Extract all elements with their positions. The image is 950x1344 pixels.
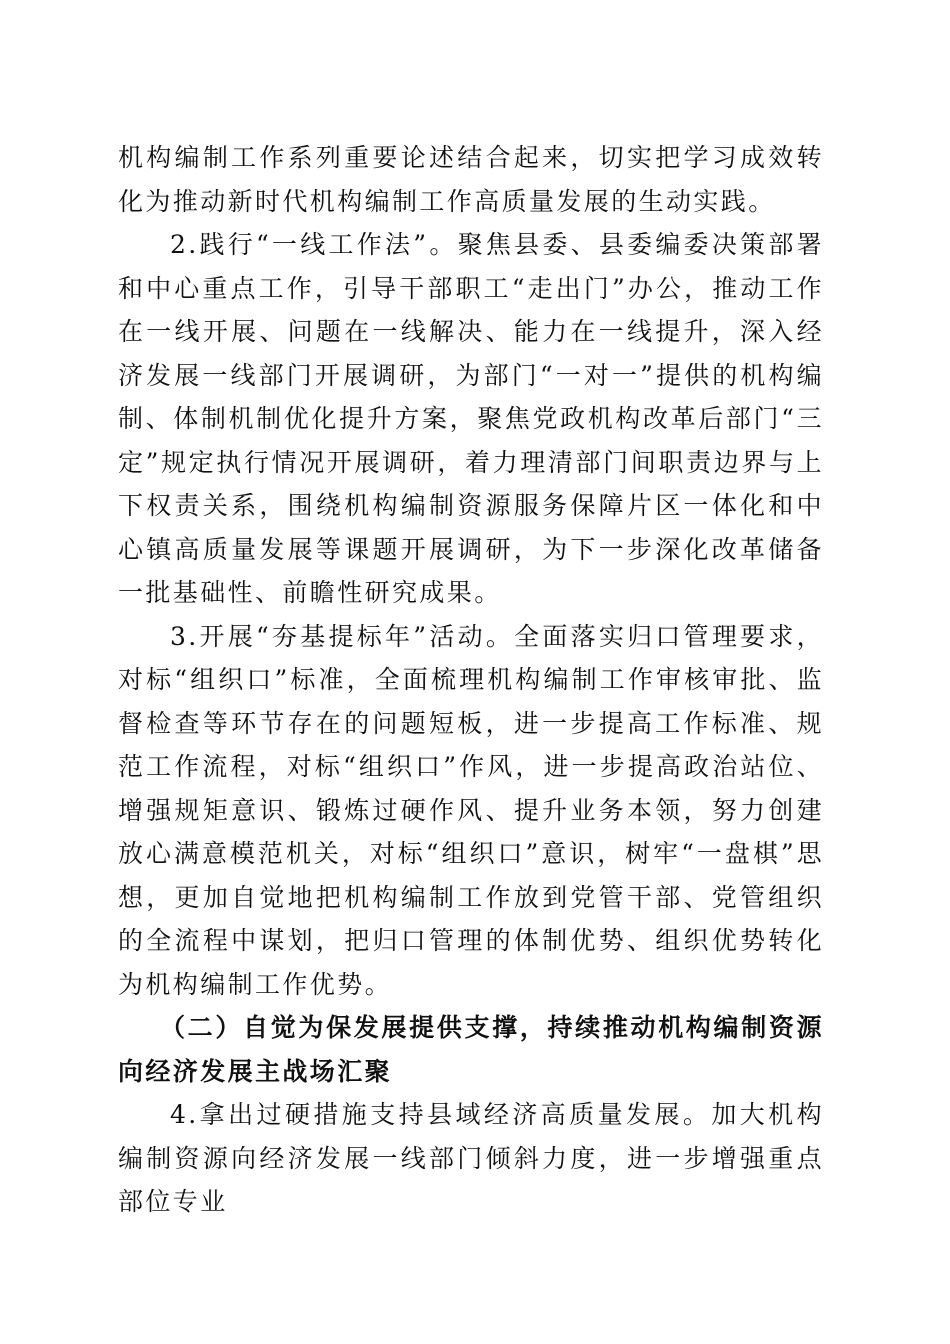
paragraph-item-3: 3.开展“夯基提标年”活动。全面落实归口管理要求，对标“组织口”标准，全面梳理机构编制工作审核审批、监督检查等环节存在的问题短板，进一步提高工作标准、规范工作流程，对标“组织口”作风，进一步提高政治站位、增强规矩意识、锻炼过硬作风、提升业务本领，努力创建放心满意模范机关，对标“组织口”意识，树牢“一盘棋”思想，更加自觉地把机构编制工作放到党管干部、党管组织的全流程中谋划，把归口管理的体制优势、组织优势转化为机构编制工作优势。 <box>118 621 824 999</box>
document-body <box>118 136 824 1224</box>
paragraph-item-4: 4.拿出过硬措施支持县域经济高质量发展。加大机构编制资源向经济发展一线部门倾斜力度，进一步增强重点部位专业 <box>118 1100 824 1216</box>
section-heading-2: （二）自觉为保发展提供支撑，持续推动机构编制资源向经济发展主战场汇聚 <box>118 1013 824 1086</box>
paragraph-continuation: 机构编制工作系列重要论述结合起来，切实把学习成效转化为推动新时代机构编制工作高质量发展的生动实践。 <box>118 143 824 216</box>
paragraph-item-2: 2.践行“一线工作法”。聚焦县委、县委编委决策部署和中心重点工作，引导干部职工“走出门”办公，推动工作在一线开展、问题在一线解决、能力在一线提升，深入经济发展一线部门开展调研，为部门“一对一”提供的机构编制、体制机制优化提升方案，聚焦党政机构改革后部门“三定”规定执行情况开展调研，着力理清部门间职责边界与上下权责关系，围绕机构编制资源服务保障片区一体化和中心镇高质量发展等课题开展调研，为下一步深化改革储备一批基础性、前瞻性研究成果。 <box>118 230 824 607</box>
